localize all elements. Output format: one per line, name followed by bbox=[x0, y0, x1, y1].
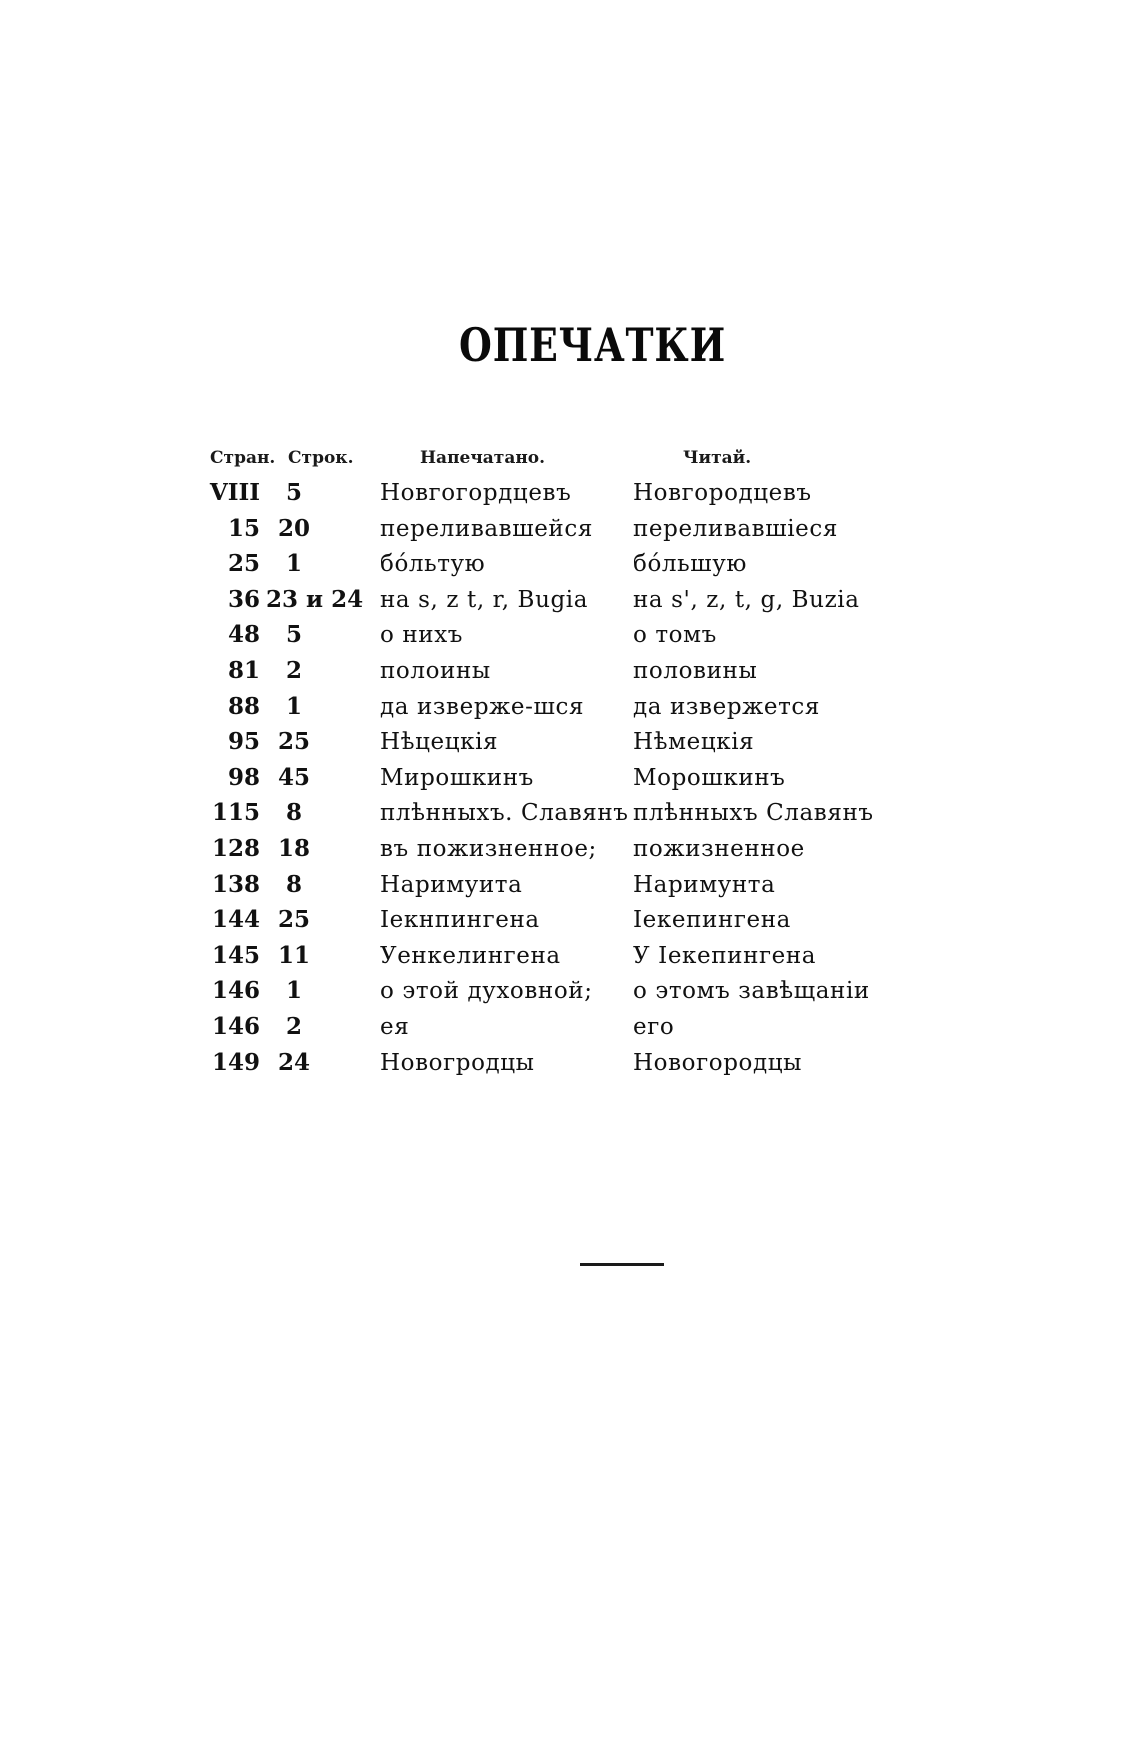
errata-row bbox=[0, 1012, 1140, 1048]
errata-printed: ея bbox=[380, 1013, 410, 1040]
errata-printed: Iекнпингена bbox=[380, 907, 540, 934]
errata-line: 24 bbox=[277, 1048, 310, 1076]
errata-table bbox=[0, 478, 1140, 1083]
errata-printed: о нихъ bbox=[380, 622, 464, 649]
errata-row bbox=[0, 620, 1140, 656]
errata-read: на s', z, t, g, Buzia bbox=[633, 586, 860, 613]
errata-line: 5 bbox=[285, 621, 302, 649]
errata-row bbox=[0, 941, 1140, 977]
errata-read: Морошкинъ bbox=[633, 764, 786, 791]
errata-line: 25 bbox=[277, 728, 310, 756]
errata-page: 36 bbox=[227, 585, 260, 613]
errata-page: 81 bbox=[227, 656, 260, 684]
errata-row bbox=[0, 905, 1140, 941]
errata-row bbox=[0, 798, 1140, 834]
errata-page: 95 bbox=[227, 728, 260, 756]
errata-row bbox=[0, 549, 1140, 585]
errata-line: 11 bbox=[277, 941, 310, 969]
errata-row bbox=[0, 514, 1140, 550]
errata-line: 1 bbox=[285, 977, 302, 1005]
errata-printed: Новогродцы bbox=[380, 1049, 535, 1076]
header-line: Строк. bbox=[288, 448, 354, 468]
errata-read: переливавшiеся bbox=[633, 515, 838, 542]
errata-row bbox=[0, 692, 1140, 728]
errata-read: Нѣмецкiя bbox=[633, 729, 755, 756]
errata-row bbox=[0, 478, 1140, 514]
errata-read: да извержется bbox=[633, 693, 821, 720]
errata-printed: Наримуита bbox=[380, 871, 523, 898]
errata-read: У Iекепингена bbox=[633, 942, 817, 969]
errata-line: 25 bbox=[277, 906, 310, 934]
errata-read: его bbox=[633, 1013, 675, 1040]
errata-page: 115 bbox=[211, 799, 260, 827]
errata-page: 149 bbox=[211, 1048, 260, 1076]
errata-line: 5 bbox=[285, 479, 302, 506]
errata-read: Iекепингена bbox=[633, 907, 791, 934]
errata-line: 1 bbox=[285, 692, 302, 720]
errata-header-row bbox=[0, 448, 1140, 472]
errata-printed: Нѣцецкiя bbox=[380, 729, 499, 756]
errata-printed: Мирошкинъ bbox=[380, 764, 534, 791]
errata-printed: да изверже-шся bbox=[380, 693, 585, 720]
errata-printed: переливавшейся bbox=[380, 515, 593, 542]
errata-page: 144 bbox=[211, 906, 260, 934]
errata-line: 18 bbox=[277, 834, 310, 862]
errata-line: 23 и 24 bbox=[266, 585, 364, 613]
errata-printed: о этой духовной; bbox=[380, 978, 593, 1005]
header-printed: Напечатано. bbox=[420, 448, 546, 468]
errata-page: 146 bbox=[211, 1012, 260, 1040]
errata-printed: въ пожизненное; bbox=[380, 835, 597, 862]
errata-row bbox=[0, 763, 1140, 799]
errata-read: о этомъ завѣщанiи bbox=[633, 978, 870, 1005]
errata-printed: Уенкелингена bbox=[380, 942, 561, 969]
errata-row bbox=[0, 834, 1140, 870]
errata-line: 20 bbox=[277, 514, 310, 542]
errata-line: 8 bbox=[285, 799, 302, 827]
errata-page: 88 bbox=[227, 692, 260, 720]
errata-read: плѣнныхъ Славянъ bbox=[633, 800, 874, 827]
header-page: Стран. bbox=[210, 448, 276, 468]
errata-printed: Новгогордцевъ bbox=[380, 480, 572, 506]
header-read: Читай. bbox=[683, 448, 752, 468]
errata-page: 48 bbox=[227, 621, 260, 649]
errata-page: 15 bbox=[227, 514, 260, 542]
errata-printed: на s, z t, r, Bugia bbox=[380, 586, 589, 613]
errata-line: 45 bbox=[277, 763, 310, 791]
errata-read: о томъ bbox=[633, 622, 717, 649]
errata-read: половины bbox=[633, 657, 758, 684]
errata-page: 138 bbox=[211, 870, 260, 898]
errata-printed: плѣнныхъ. Славянъ bbox=[380, 800, 629, 827]
errata-line: 8 bbox=[285, 870, 302, 898]
errata-page: VIII bbox=[209, 479, 260, 506]
errata-read: пожизненное bbox=[633, 835, 805, 862]
errata-line: 2 bbox=[285, 1012, 302, 1040]
errata-read: Новгородцевъ bbox=[633, 480, 812, 506]
errata-read: Наримунта bbox=[633, 871, 776, 898]
errata-row bbox=[0, 727, 1140, 763]
errata-line: 2 bbox=[285, 656, 302, 684]
errata-read: бóльшую bbox=[633, 551, 747, 578]
errata-row bbox=[0, 976, 1140, 1012]
page-title: ОПЕЧАТКИ bbox=[459, 318, 727, 372]
errata-printed: полоины bbox=[380, 657, 491, 684]
errata-page: 146 bbox=[211, 977, 260, 1005]
errata-row bbox=[0, 656, 1140, 692]
errata-printed: бóльтую bbox=[380, 551, 486, 578]
errata-line: 1 bbox=[285, 550, 302, 578]
errata-read: Новогородцы bbox=[633, 1049, 803, 1076]
closing-rule-divider bbox=[580, 1263, 664, 1266]
errata-row bbox=[0, 870, 1140, 906]
errata-row bbox=[0, 1048, 1140, 1084]
errata-page: 128 bbox=[211, 834, 260, 862]
errata-page: 25 bbox=[227, 550, 260, 578]
errata-page: 98 bbox=[227, 763, 260, 791]
errata-row bbox=[0, 585, 1140, 621]
errata-page: 145 bbox=[211, 941, 260, 969]
